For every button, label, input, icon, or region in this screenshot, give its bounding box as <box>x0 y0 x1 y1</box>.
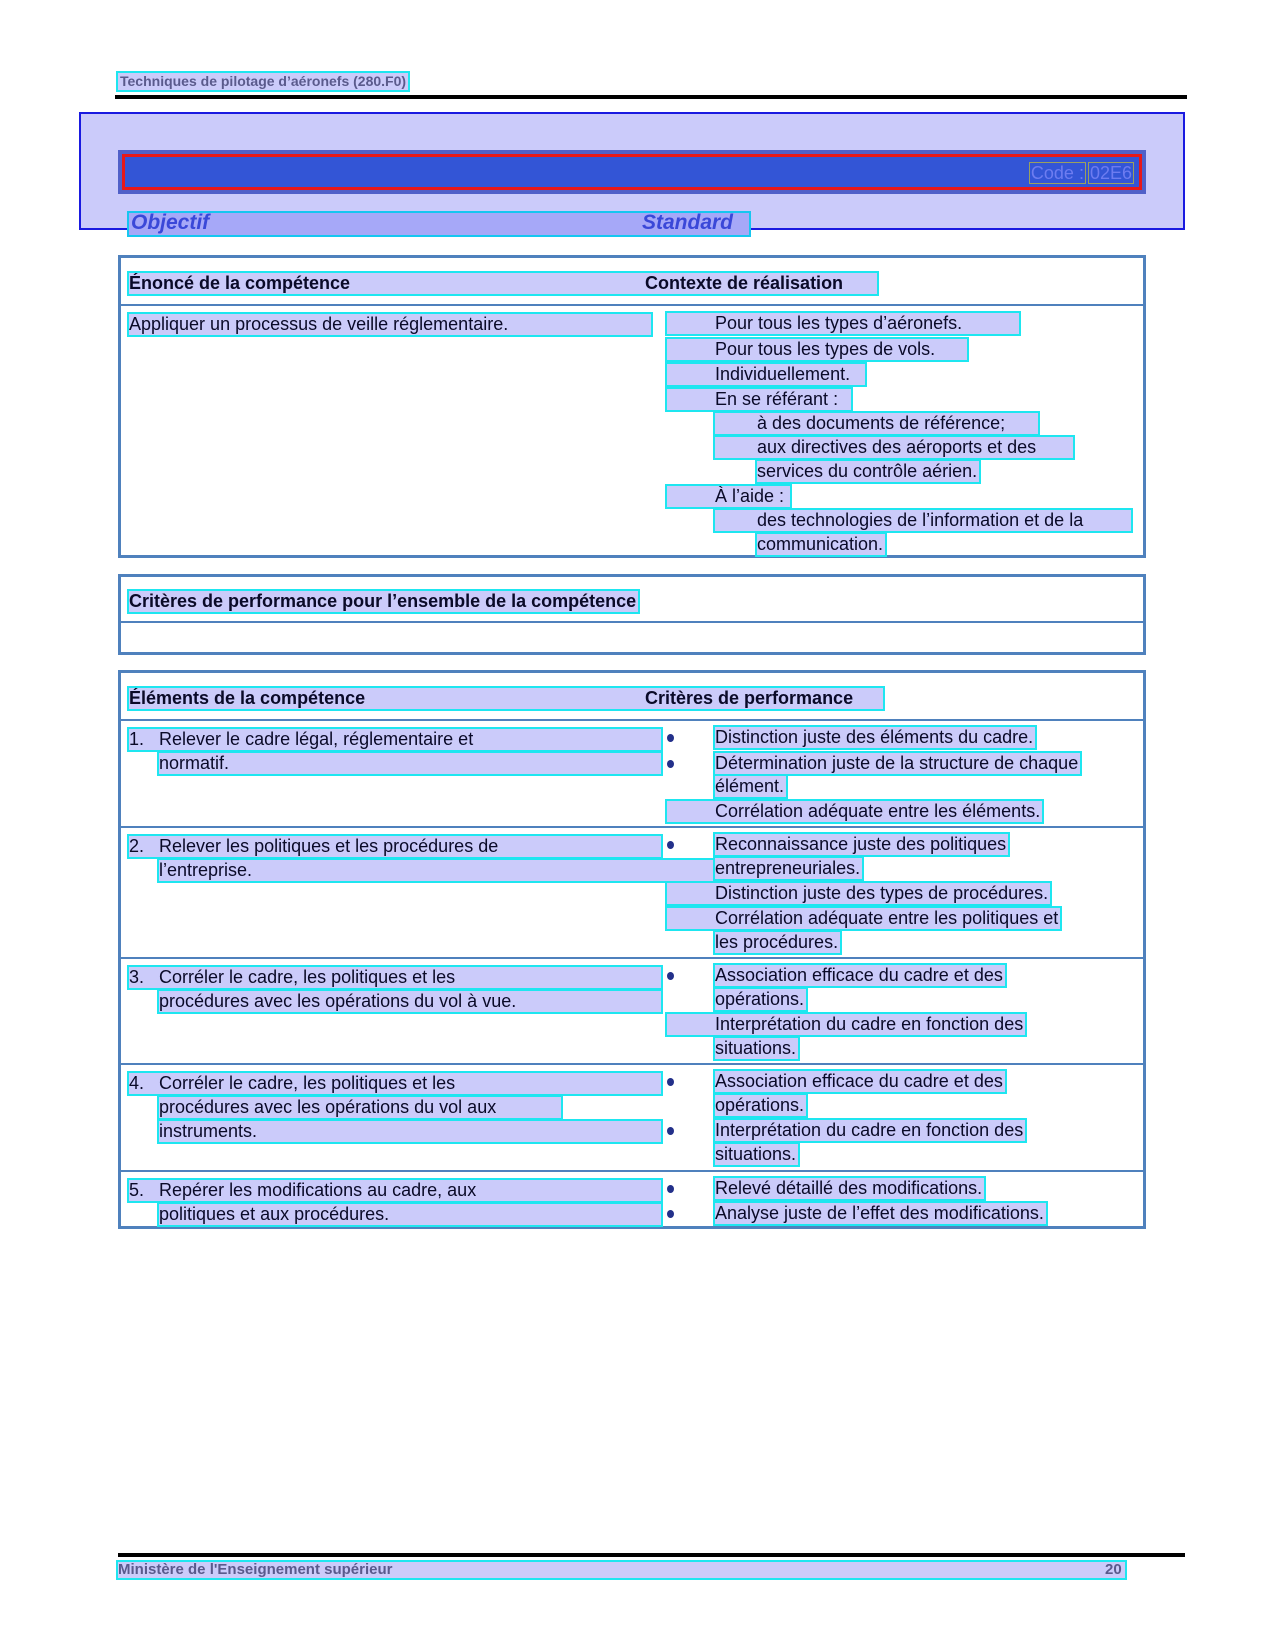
criterion-continuation: opérations. <box>715 989 805 1009</box>
criterion: Analyse juste de l’effet des modifications. <box>715 1203 1044 1223</box>
bullet-icon <box>667 1127 674 1135</box>
table-row <box>121 1065 1143 1172</box>
bullet-icon <box>667 760 674 768</box>
criterion: Reconnaissance juste des politiques <box>715 834 1007 854</box>
element-line: 4. Corréler le cadre, les politiques et les <box>129 1073 661 1094</box>
code-bar <box>122 154 1142 190</box>
elements-criteria-table <box>118 670 1146 1229</box>
context-sub-item: aux directives des aéroports et des <box>715 437 1073 458</box>
code-label: Code : <box>1030 163 1084 183</box>
context-sub-item-continuation: services du contrôle aérien. <box>757 461 978 481</box>
element-line: 3. Corréler le cadre, les politiques et les <box>129 967 661 988</box>
element-line: procédures avec les opérations du vol à vue. <box>159 991 661 1012</box>
element-line: 5. Repérer les modifications au cadre, aux <box>129 1180 661 1201</box>
context-item: Individuellement. <box>667 364 865 385</box>
criterion-continuation: élément. <box>715 776 785 796</box>
context-sub-item: à des documents de référence; <box>715 413 1038 434</box>
bullet-icon <box>667 734 674 742</box>
bullet-icon <box>667 1210 674 1218</box>
criterion-continuation: entrepreneuriales. <box>715 858 861 878</box>
competency-code <box>1030 163 1133 183</box>
criterion: Relevé détaillé des modifications. <box>715 1178 983 1198</box>
criterion: Association efficace du cadre et des <box>715 1071 1003 1091</box>
criterion: Distinction juste des éléments du cadre. <box>715 727 1034 747</box>
table-row <box>121 959 1143 1065</box>
table-header-row <box>121 673 1143 721</box>
criterion-continuation: les procédures. <box>715 932 839 952</box>
criterion-continuation: opérations. <box>715 1095 805 1115</box>
header-divider <box>115 95 1187 99</box>
running-header-title: Techniques de pilotage d’aéronefs (280.F0) <box>120 73 407 89</box>
table-row <box>121 306 1143 556</box>
context-item: À l’aide : <box>667 486 790 507</box>
bullet-icon <box>667 972 674 980</box>
table-header-row <box>121 577 1143 623</box>
criterion: Interprétation du cadre en fonction des <box>667 1014 1025 1035</box>
bullet-icon <box>667 1185 674 1193</box>
element-line: procédures avec les opérations du vol aux <box>159 1097 561 1118</box>
element-line: normatif. <box>159 753 661 774</box>
element-line: politiques et aux procédures. <box>159 1204 661 1225</box>
table-header-row <box>121 258 1143 306</box>
table-row <box>121 828 1143 959</box>
footer-ministry: Ministère de l'Enseignement supérieur <box>118 1561 393 1578</box>
criterion-continuation: situations. <box>715 1144 797 1164</box>
bullet-icon <box>667 1078 674 1086</box>
statement-header-label: Énoncé de la compétence <box>129 273 351 293</box>
competence-statement: Appliquer un processus de veille réglementaire. <box>129 314 651 335</box>
element-line: instruments. <box>159 1121 661 1142</box>
criterion: Détermination juste de la structure de chaque <box>715 753 1079 773</box>
criterion: Corrélation adéquate entre les éléments. <box>667 801 1042 822</box>
code-value: 02E6 <box>1089 163 1132 183</box>
context-item: En se référant : <box>667 389 851 410</box>
table-row <box>121 721 1143 828</box>
context-item: Pour tous les types d’aéronefs. <box>667 313 1019 334</box>
objectif-heading: Objectif <box>131 211 210 234</box>
col-header-criteria: Critères de performance <box>645 688 854 708</box>
overall-criteria-header: Critères de performance pour l’ensemble de la compétence <box>129 591 637 611</box>
standard-heading: Standard <box>642 211 734 234</box>
competence-statement-table <box>118 255 1146 558</box>
page-number: 20 <box>1105 1561 1122 1578</box>
criterion: Distinction juste des types de procédures. <box>667 883 1050 904</box>
criterion-continuation: situations. <box>715 1038 797 1058</box>
bullet-icon <box>667 841 674 849</box>
criterion: Association efficace du cadre et des <box>715 965 1003 985</box>
element-line: 2. Relever les politiques et les procédures de <box>129 836 661 857</box>
footer-divider <box>118 1553 1185 1557</box>
context-sub-item: des technologies de l’information et de la <box>715 510 1131 531</box>
col-header-context: Contexte de réalisation <box>645 273 844 293</box>
overall-criteria-body <box>121 623 1143 653</box>
elements-header-label: Éléments de la compétence <box>129 688 366 708</box>
overall-criteria-table <box>118 574 1146 655</box>
element-line: l’entreprise. <box>159 860 761 881</box>
criterion: Interprétation du cadre en fonction des <box>715 1120 1024 1140</box>
element-line: 1. Relever le cadre légal, réglementaire et <box>129 729 661 750</box>
context-sub-item-continuation: communication. <box>757 534 884 554</box>
table-row <box>121 1172 1143 1232</box>
criterion: Corrélation adéquate entre les politiques et <box>667 908 1060 929</box>
context-item: Pour tous les types de vols. <box>667 339 967 360</box>
